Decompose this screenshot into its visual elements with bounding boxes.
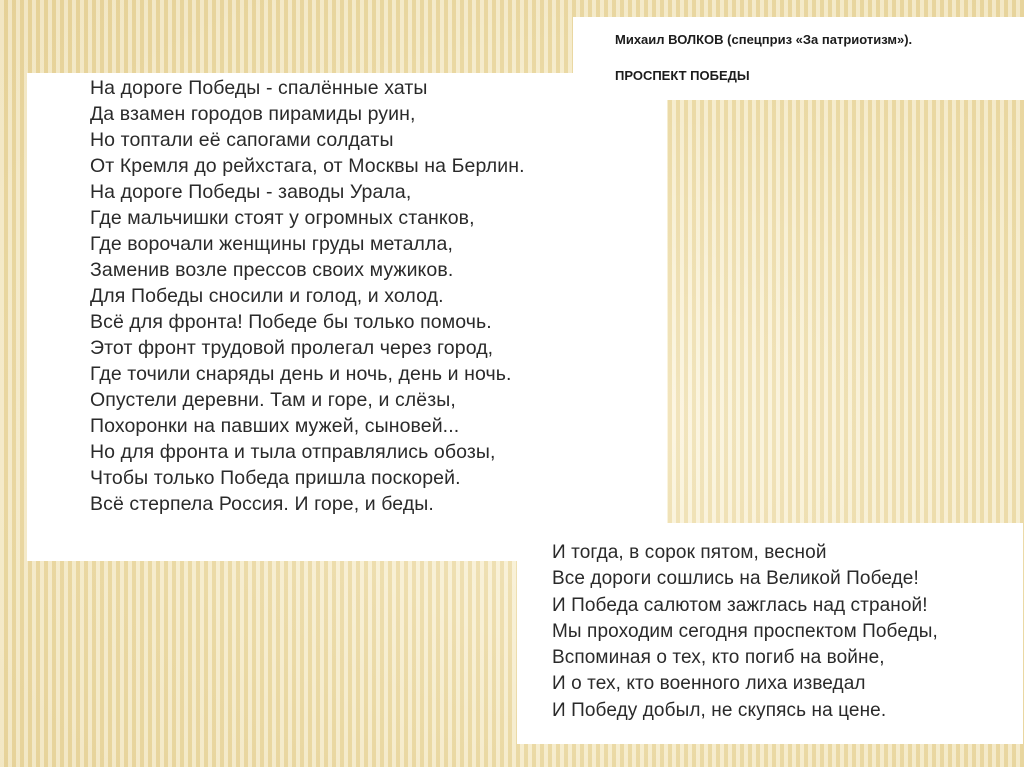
poem-line: Вспоминая о тех, кто погиб на войне, (552, 647, 885, 669)
poem-line: Где ворочали женщины груды металла, (90, 233, 453, 255)
poem-line: Но для фронта и тыла отправлялись обозы, (90, 441, 496, 463)
poem-line: Всё для фронта! Победе бы только помочь. (90, 311, 492, 333)
heading-panel (573, 17, 1024, 100)
author-credit: Михаил ВОЛКОВ (спецприз «За патриотизм»). (615, 32, 913, 47)
poem-title: ПРОСПЕКТ ПОБЕДЫ (615, 68, 750, 83)
poem-line: Для Победы сносили и голод, и холод. (90, 285, 444, 307)
poem-line: От Кремля до рейхстага, от Москвы на Берлин. (90, 155, 525, 177)
poem-panel-right (517, 523, 1023, 744)
poem-line: И Победа салютом зажглась над страной! (552, 594, 928, 616)
poem-line: Где мальчишки стоят у огромных станков, (90, 207, 475, 229)
poem-line: Этот фронт трудовой пролегал через город, (90, 337, 494, 359)
poem-line: На дороге Победы - заводы Урала, (90, 181, 412, 203)
poem-line: На дороге Победы - спалённые хаты (90, 77, 428, 99)
poem-panel-left (27, 73, 667, 561)
poem-line: Где точили снаряды день и ночь, день и ночь. (90, 363, 512, 385)
poem-line: Похоронки на павших мужей, сыновей... (90, 415, 460, 437)
poem-line: Опустели деревни. Там и горе, и слёзы, (90, 389, 456, 411)
poem-line: И о тех, кто военного лиха изведал (552, 673, 866, 695)
poem-line: И Победу добыл, не скупясь на цене. (552, 699, 887, 721)
poem-line: Мы проходим сегодня проспектом Победы, (552, 620, 938, 642)
poem-line: Всё стерпела Россия. И горе, и беды. (90, 493, 434, 515)
poem-line: Все дороги сошлись на Великой Победе! (552, 568, 919, 590)
poem-line: И тогда, в сорок пятом, весной (552, 542, 827, 563)
poem-line: Заменив возле прессов своих мужиков. (90, 259, 454, 281)
poem-line: Да взамен городов пирамиды руин, (90, 103, 416, 125)
poem-line: Чтобы только Победа пришла поскорей. (90, 467, 461, 489)
poem-line: Но топтали её сапогами солдаты (90, 129, 394, 151)
